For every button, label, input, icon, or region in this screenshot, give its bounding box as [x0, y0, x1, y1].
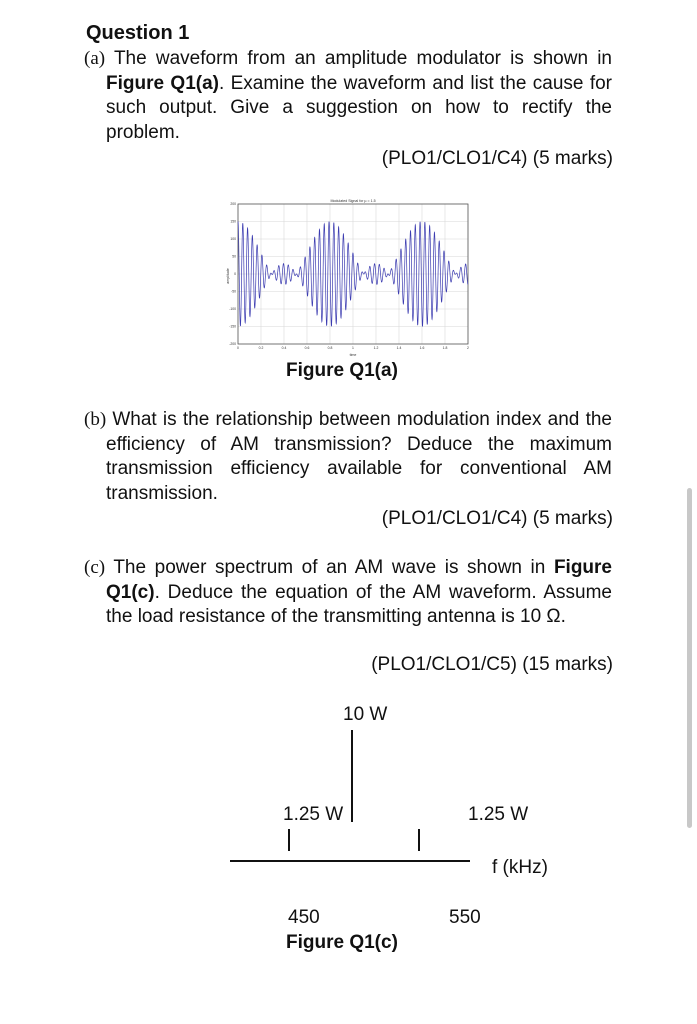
part-a-text-2: . Examine the waveform and list the cause for such output. Give a suggestion on how to rectify the problem.: [106, 72, 612, 143]
figure-q1a-xtick-label: 0.4: [281, 346, 287, 350]
spectrum-frequency-axis: [230, 860, 470, 862]
figure-q1a-ytick-label: -150: [229, 324, 236, 329]
spectrum-axis-label: f (kHz): [492, 857, 548, 878]
figure-q1a-ytick-label: 50: [232, 254, 236, 259]
figure-q1a-ytick-label: 100: [230, 237, 236, 242]
figure-q1a-yticks: [229, 202, 236, 346]
figure-q1a-xtick-label: 1: [352, 346, 354, 350]
spectrum-tick-450: 450: [288, 907, 320, 928]
figure-q1a-xtick-label: 0: [237, 346, 239, 350]
part-c-text: [84, 556, 612, 630]
figure-q1a-xtick-label: 0.2: [258, 346, 264, 350]
figure-q1a-xtick-label: 1.2: [373, 346, 379, 350]
part-c-label: (c): [84, 557, 106, 578]
vertical-scrollbar[interactable]: [687, 488, 692, 828]
part-a-marks: (PLO1/CLO1/C4) (5 marks): [381, 148, 613, 169]
part-b-body: What is the relationship between modulation index and the efficiency of AM transmission? Deduce the maximum transmission efficiency available for conventional AM transmission.: [106, 409, 612, 504]
figure-q1a-ytick-label: 150: [230, 219, 236, 224]
spectrum-upper-sideband-power: 1.25 W: [468, 804, 529, 825]
part-b-text: [84, 408, 612, 506]
figure-q1a-title: Modulated Signal for µ = 1.5: [330, 199, 376, 203]
spectrum-tick-550: 550: [449, 907, 481, 928]
figure-q1a-ytick-label: -100: [229, 307, 236, 312]
figure-q1a-ytick-label: -50: [231, 289, 236, 294]
figure-q1a-xtick-label: 2: [467, 346, 469, 350]
figure-q1a-xlabel: time: [349, 353, 357, 357]
question-title: Question 1: [86, 22, 190, 44]
figure-q1a-xtick-label: 1.6: [419, 346, 425, 350]
spectrum-carrier-line: [351, 730, 353, 822]
part-a-text: [84, 47, 612, 145]
part-a-text-1: The waveform from an amplitude modulator is shown in: [105, 48, 612, 69]
part-b-marks: (PLO1/CLO1/C4) (5 marks): [381, 508, 613, 529]
spectrum-carrier-power: 10 W: [343, 704, 388, 725]
figure-q1a-caption: Figure Q1(a): [286, 360, 398, 381]
spectrum-upper-sideband-line: [418, 829, 420, 851]
figure-q1a-ytick-label: 0: [234, 272, 236, 277]
figure-q1a-ytick-label: -200: [229, 342, 236, 347]
figure-q1a-xticks: [237, 346, 469, 350]
spectrum-lower-sideband-power: 1.25 W: [283, 804, 344, 825]
part-c-text-1: The power spectrum of an AM wave is shown in: [105, 557, 554, 578]
figure-q1c-caption: Figure Q1(c): [286, 932, 398, 953]
figure-q1a-xtick-label: 0.8: [327, 346, 333, 350]
part-a-label: (a): [84, 48, 106, 69]
spectrum-lower-sideband-line: [288, 829, 290, 851]
part-c-text-2: . Deduce the equation of the AM waveform. Assume the load resistance of the transmitting antenna is 10 Ω.: [106, 581, 612, 627]
figure-q1a-ytick-label: 200: [230, 202, 236, 207]
part-c-figure-ref: Figure Q1(c): [106, 557, 612, 603]
part-b-label: (b): [84, 409, 107, 430]
part-a-figure-ref: Figure Q1(a): [106, 72, 219, 94]
figure-q1a-ylabel: amplitude: [226, 268, 230, 284]
figure-q1a-plot: [226, 198, 472, 358]
figure-q1a-xtick-label: 1.8: [442, 346, 448, 350]
figure-q1a-xtick-label: 1.4: [396, 346, 402, 350]
figure-q1a-xtick-label: 0.6: [304, 346, 310, 350]
part-c-marks: (PLO1/CLO1/C5) (15 marks): [371, 654, 613, 675]
